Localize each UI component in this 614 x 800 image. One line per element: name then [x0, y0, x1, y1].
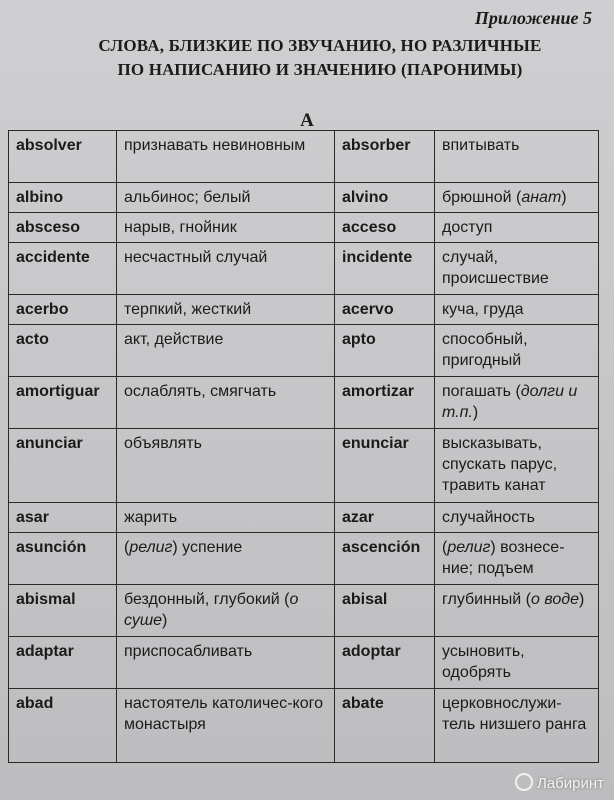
table-row: [9, 243, 599, 295]
paronym-word-cell: [335, 503, 435, 533]
translation-cell: [117, 183, 335, 213]
translation-cell: [117, 533, 335, 585]
paronym-word-cell: [335, 585, 435, 637]
translation-cell: [117, 243, 335, 295]
spanish-word-cell: [9, 689, 117, 763]
spanish-word: asunción: [16, 539, 87, 556]
translation-text: усыновить, одобрять: [442, 643, 525, 681]
translation-text: (: [124, 539, 130, 556]
translation-text: ): [561, 189, 567, 206]
translation-cell: [117, 429, 335, 503]
translation-text: настоятель католичес-кого монастыря: [124, 695, 323, 733]
table-row: [9, 689, 599, 763]
translation-text: жарить: [124, 509, 178, 526]
translation-cell: [117, 295, 335, 325]
translation-note: религ: [129, 539, 173, 556]
paronyms-table: [8, 130, 599, 763]
translation-cell: [117, 689, 335, 763]
spanish-word-cell: [9, 503, 117, 533]
table-row: [9, 183, 599, 213]
spanish-word: accidente: [16, 249, 90, 266]
spanish-word-cell: [9, 131, 117, 183]
spanish-word: acerbo: [16, 301, 69, 318]
paronym-translation-cell: [435, 429, 599, 503]
translation-text: нарыв, гнойник: [124, 219, 237, 236]
section-letter: А: [300, 110, 314, 131]
page-title: [40, 34, 600, 82]
paronym-word-cell: [335, 429, 435, 503]
table-row: [9, 503, 599, 533]
spanish-word-cell: [9, 243, 117, 295]
watermark-text: Лабиринт: [536, 775, 604, 792]
translation-cell: [117, 377, 335, 429]
spanish-word: albino: [16, 189, 64, 206]
spanish-word-cell: [9, 325, 117, 377]
spanish-word: absceso: [16, 219, 81, 236]
spanish-word-cell: [9, 533, 117, 585]
paronym-translation-cell: [435, 131, 599, 183]
translation-text: акт, действие: [124, 331, 224, 348]
spanish-word: acto: [16, 331, 49, 348]
paronym-translation-cell: [435, 295, 599, 325]
translation-cell: [117, 503, 335, 533]
translation-note: религ: [447, 539, 491, 556]
translation-cell: [117, 131, 335, 183]
paronym-word: alvino: [342, 189, 389, 206]
paronym-word-cell: [335, 131, 435, 183]
translation-text: глубинный (: [442, 591, 531, 608]
labirint-logo-icon: [515, 773, 533, 791]
translation-text: брюшной (: [442, 189, 522, 206]
paronym-translation-cell: [435, 503, 599, 533]
paronym-word: abate: [342, 695, 384, 712]
paronym-word: apto: [342, 331, 376, 348]
translation-text: бездонный, глубокий (: [124, 591, 290, 608]
spanish-word: amortiguar: [16, 383, 100, 400]
table-row: [9, 295, 599, 325]
translation-text: ): [578, 591, 585, 608]
translation-text: ослаблять, смягчать: [124, 383, 277, 400]
translation-note: о суше: [124, 591, 299, 629]
paronym-translation-cell: [435, 183, 599, 213]
paronym-word: amortizar: [342, 383, 415, 400]
translation-text: терпкий, жесткий: [124, 301, 252, 318]
paronym-translation-cell: [435, 213, 599, 243]
table-row: [9, 429, 599, 503]
spanish-word-cell: [9, 429, 117, 503]
translation-cell: [117, 637, 335, 689]
paronym-word-cell: [335, 295, 435, 325]
title-line-2: ПО НАПИСАНИЮ И ЗНАЧЕНИЮ (ПАРОНИМЫ): [117, 60, 523, 79]
paronym-translation-cell: [435, 637, 599, 689]
paronym-word: adoptar: [342, 643, 401, 660]
table-row: [9, 131, 599, 183]
table-row: [9, 325, 599, 377]
paronym-translation-cell: [435, 325, 599, 377]
paronym-word-cell: [335, 183, 435, 213]
labirint-watermark: [515, 773, 604, 792]
translation-text: куча, груда: [442, 301, 524, 318]
paronym-word-cell: [335, 325, 435, 377]
paronym-word: incidente: [342, 249, 413, 266]
table-row: [9, 533, 599, 585]
paronym-translation-cell: [435, 243, 599, 295]
table-row: [9, 585, 599, 637]
paronym-word: absorber: [342, 137, 411, 154]
paronym-word-cell: [335, 377, 435, 429]
translation-cell: [117, 585, 335, 637]
paronym-word-cell: [335, 689, 435, 763]
spanish-word-cell: [9, 213, 117, 243]
title-line-1: СЛОВА, БЛИЗКИЕ ПО ЗВУЧАНИЮ, НО РАЗЛИЧНЫЕ: [98, 36, 542, 55]
translation-note: анат: [521, 189, 562, 206]
table-row: [9, 637, 599, 689]
spanish-word-cell: [9, 377, 117, 429]
paronym-word: abisal: [342, 591, 388, 608]
translation-text: ): [162, 612, 168, 629]
paronym-word-cell: [335, 213, 435, 243]
paronym-word: acceso: [342, 219, 397, 236]
translation-text: (: [442, 539, 448, 556]
spanish-word: absolver: [16, 137, 82, 154]
translation-note: долги и т.п.: [442, 383, 578, 421]
paronym-word: acervo: [342, 301, 394, 318]
translation-text: объявлять: [124, 435, 202, 452]
spanish-word-cell: [9, 637, 117, 689]
paronym-word: enunciar: [342, 435, 409, 452]
paronym-translation-cell: [435, 377, 599, 429]
translation-text: ) успение: [172, 539, 243, 556]
translation-text: ) вознесе-ние; подъем: [442, 539, 565, 577]
spanish-word-cell: [9, 585, 117, 637]
translation-text: случайность: [442, 509, 535, 526]
translation-text: доступ: [442, 219, 493, 236]
translation-text: способный, пригодный: [442, 331, 528, 369]
table-row: [9, 377, 599, 429]
spanish-word: anunciar: [16, 435, 83, 452]
translation-text: ): [472, 404, 479, 421]
spanish-word-cell: [9, 183, 117, 213]
paronym-word-cell: [335, 243, 435, 295]
paronym-word: azar: [342, 509, 375, 526]
paronym-translation-cell: [435, 585, 599, 637]
translation-text: признавать невиновным: [124, 137, 306, 154]
paronym-translation-cell: [435, 689, 599, 763]
translation-text: высказывать, спускать парус, травить канат: [442, 435, 558, 494]
translation-text: случай, происшествие: [442, 249, 549, 287]
table-row: [9, 213, 599, 243]
translation-text: церковнослужи-тель низшего ранга: [442, 695, 587, 733]
translation-text: приспосабливать: [124, 643, 253, 660]
translation-note: о воде: [530, 591, 579, 608]
translation-text: альбинос; белый: [124, 189, 251, 206]
translation-text: впитывать: [442, 137, 520, 154]
translation-cell: [117, 213, 335, 243]
spanish-word: adaptar: [16, 643, 74, 660]
paronym-translation-cell: [435, 533, 599, 585]
paronym-word-cell: [335, 533, 435, 585]
paronym-word-cell: [335, 637, 435, 689]
paronym-word: ascención: [342, 539, 421, 556]
translation-text: несчастный случай: [124, 249, 268, 266]
translation-text: погашать (: [442, 383, 521, 400]
spanish-word: asar: [16, 509, 49, 526]
appendix-label: Приложение 5: [474, 8, 592, 28]
spanish-word: abad: [16, 695, 54, 712]
translation-cell: [117, 325, 335, 377]
spanish-word-cell: [9, 295, 117, 325]
spanish-word: abismal: [16, 591, 76, 608]
